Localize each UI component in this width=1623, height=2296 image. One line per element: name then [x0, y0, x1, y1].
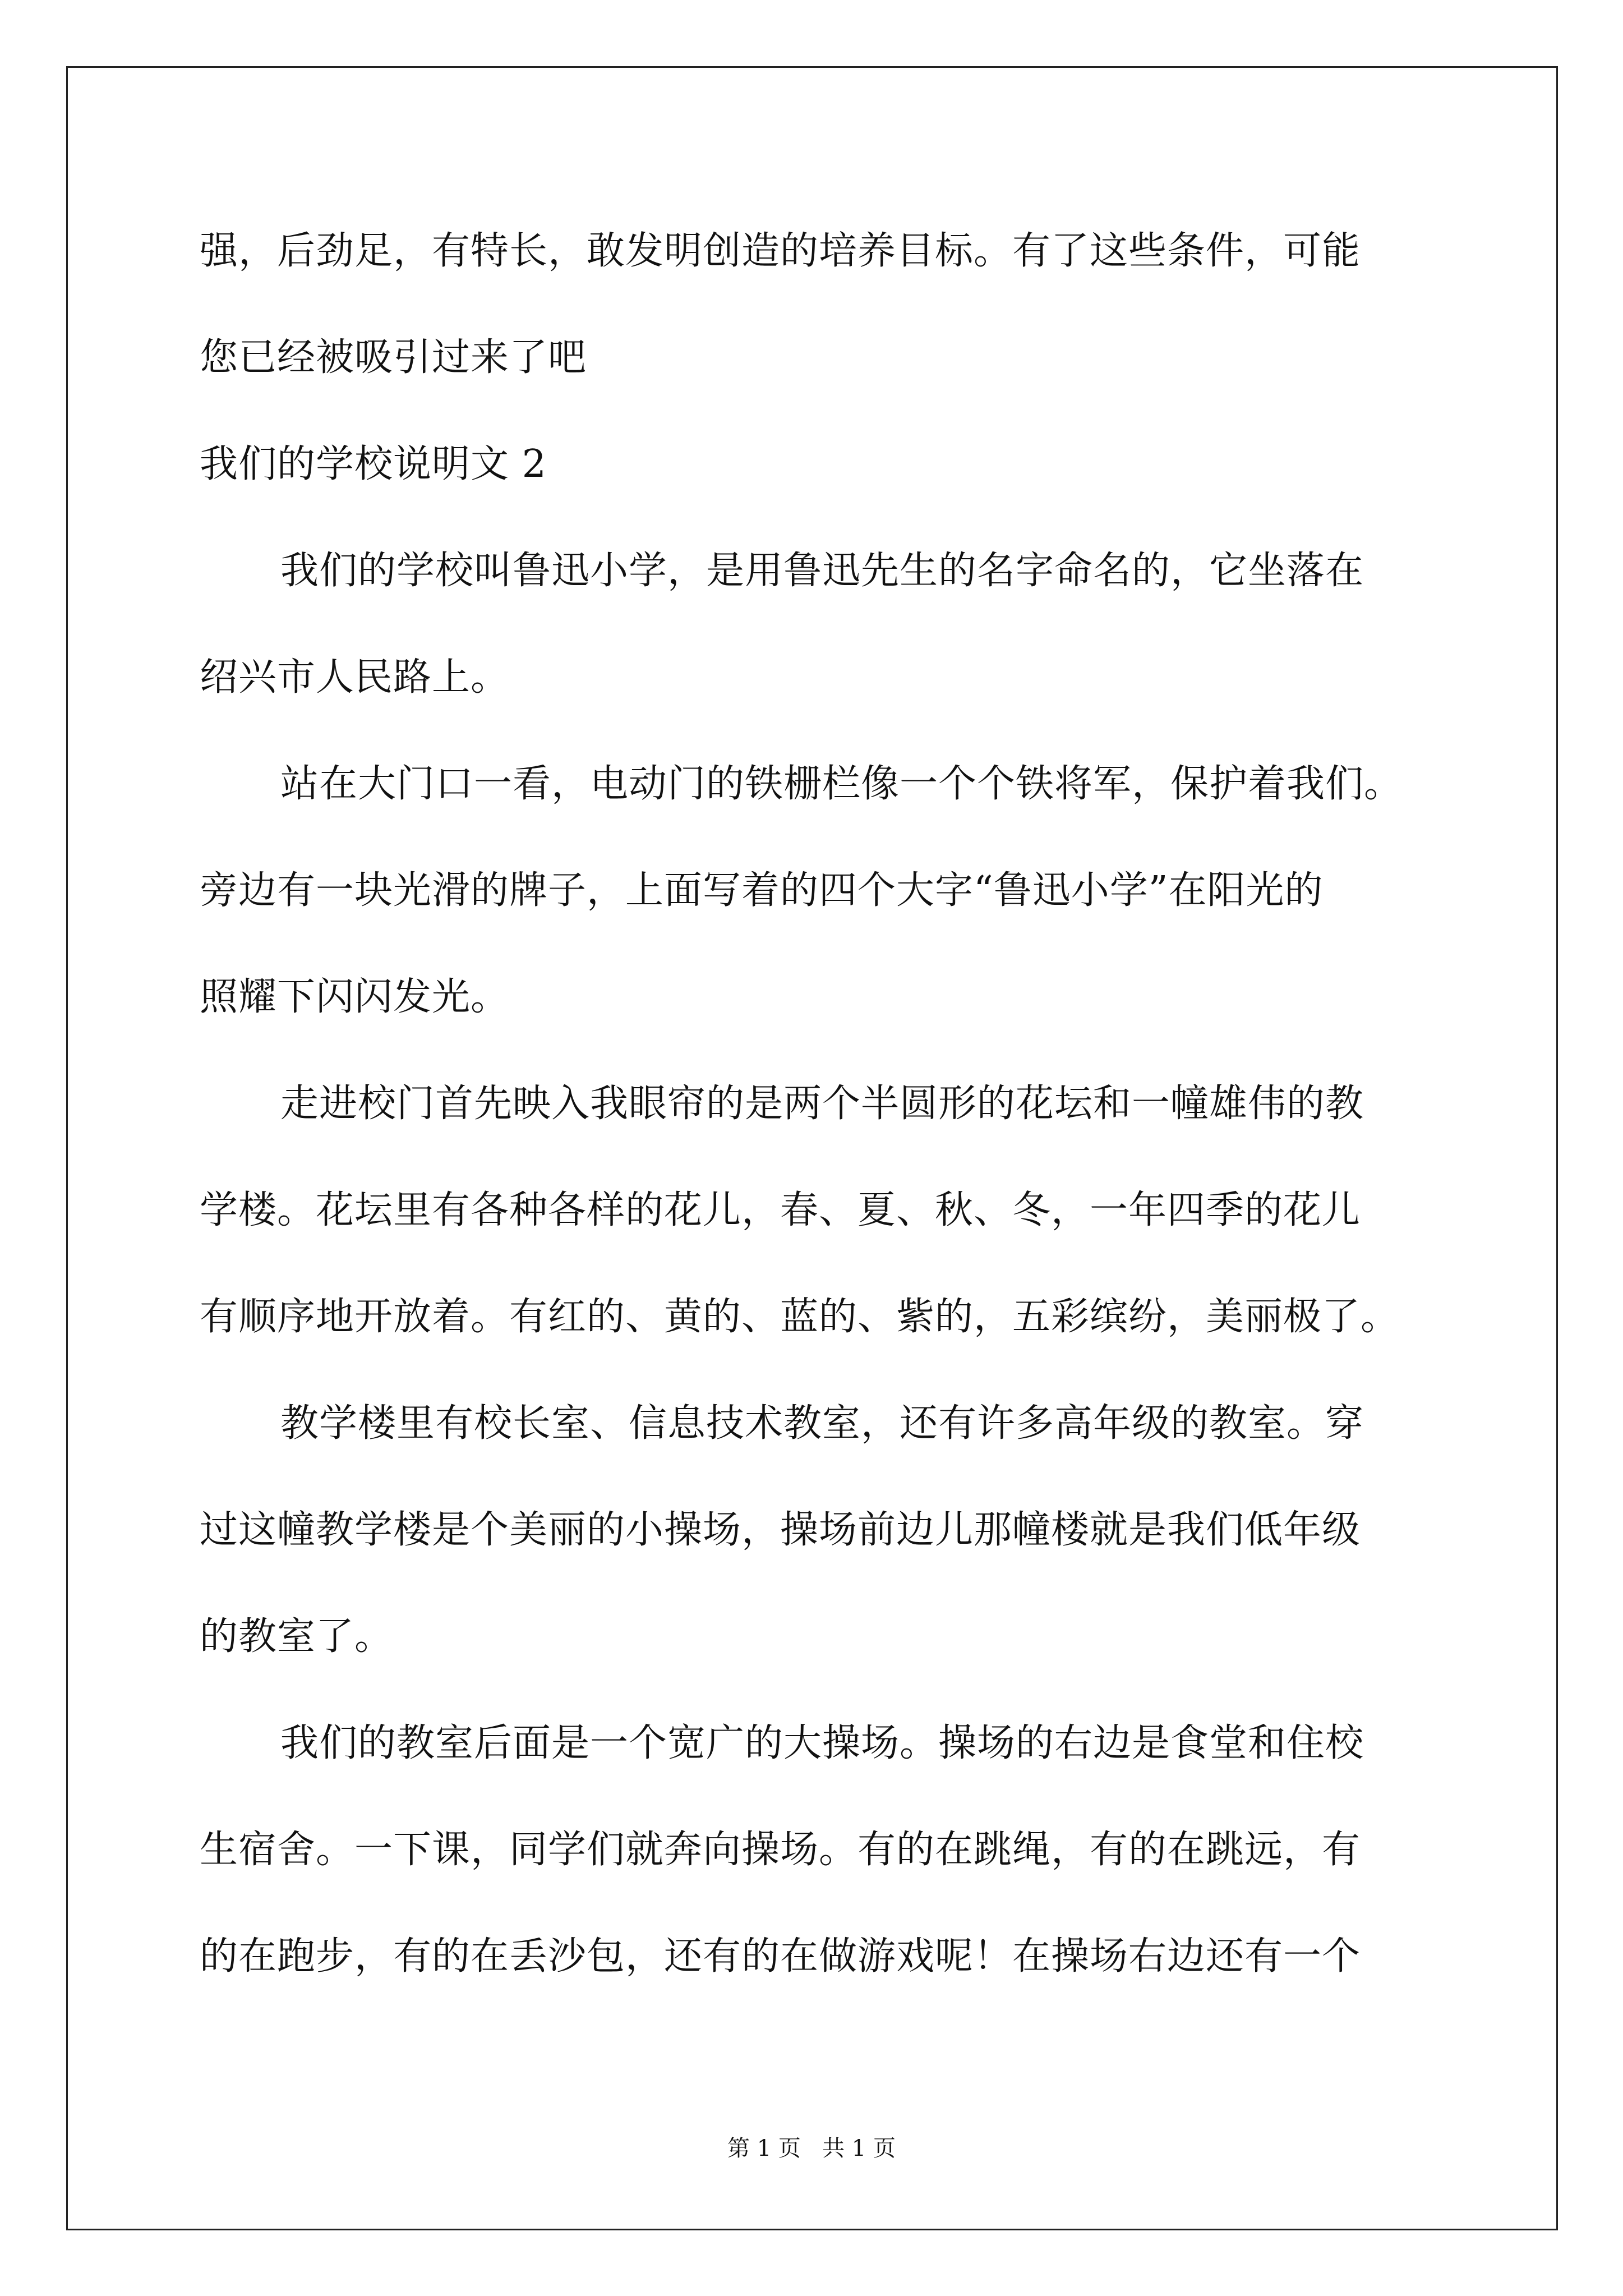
text-line: 生宿舍。一下课，同学们就奔向操场。有的在跳绳，有的在跳远，有 [200, 1828, 1361, 1872]
text-line: 有顺序地开放着。有红的、黄的、蓝的、紫的，五彩缤纷，美丽极了。 [200, 1295, 1400, 1339]
text-line: 强，后劲足，有特长，敢发明创造的培养目标。有了这些条件，可能 [200, 229, 1361, 273]
text-line: 走进校门首先映入我眼帘的是两个半圆形的花坛和一幢雄伟的教 [280, 1082, 1364, 1126]
text-line: 旁边有一块光滑的牌子，上面写着的四个大字“鲁迅小学”在阳光的 [200, 868, 1324, 913]
text-line: 站在大门口一看，电动门的铁栅栏像一个个铁将军，保护着我们。 [280, 762, 1403, 806]
page-footer: 第 1 页 共 1 页 [727, 2136, 896, 2161]
text-line: 我们的学校叫鲁迅小学，是用鲁迅先生的名字命名的，它坐落在 [280, 549, 1364, 593]
text-line: 的教室了。 [200, 1614, 394, 1659]
text-line: 教学楼里有校长室、信息技术教室，还有许多高年级的教室。穿 [280, 1401, 1364, 1446]
text-line: 过这幢教学楼是个美丽的小操场，操场前边儿那幢楼就是我们低年级 [200, 1508, 1361, 1552]
section-heading: 我们的学校说明文 2 [200, 442, 547, 486]
text-line: 的在跑步，有的在丢沙包，还有的在做游戏呢！在操场右边还有一个 [200, 1934, 1361, 1978]
text-line: 照耀下闪闪发光。 [200, 975, 510, 1019]
text-line: 学楼。花坛里有各种各样的花儿，春、夏、秋、冬，一年四季的花儿 [200, 1188, 1361, 1232]
page-border [66, 66, 1558, 2230]
text-line: 您已经被吸引过来了吧 [200, 335, 587, 380]
text-line: 绍兴市人民路上。 [200, 655, 510, 700]
text-line: 我们的教室后面是一个宽广的大操场。操场的右边是食堂和住校 [280, 1721, 1364, 1765]
